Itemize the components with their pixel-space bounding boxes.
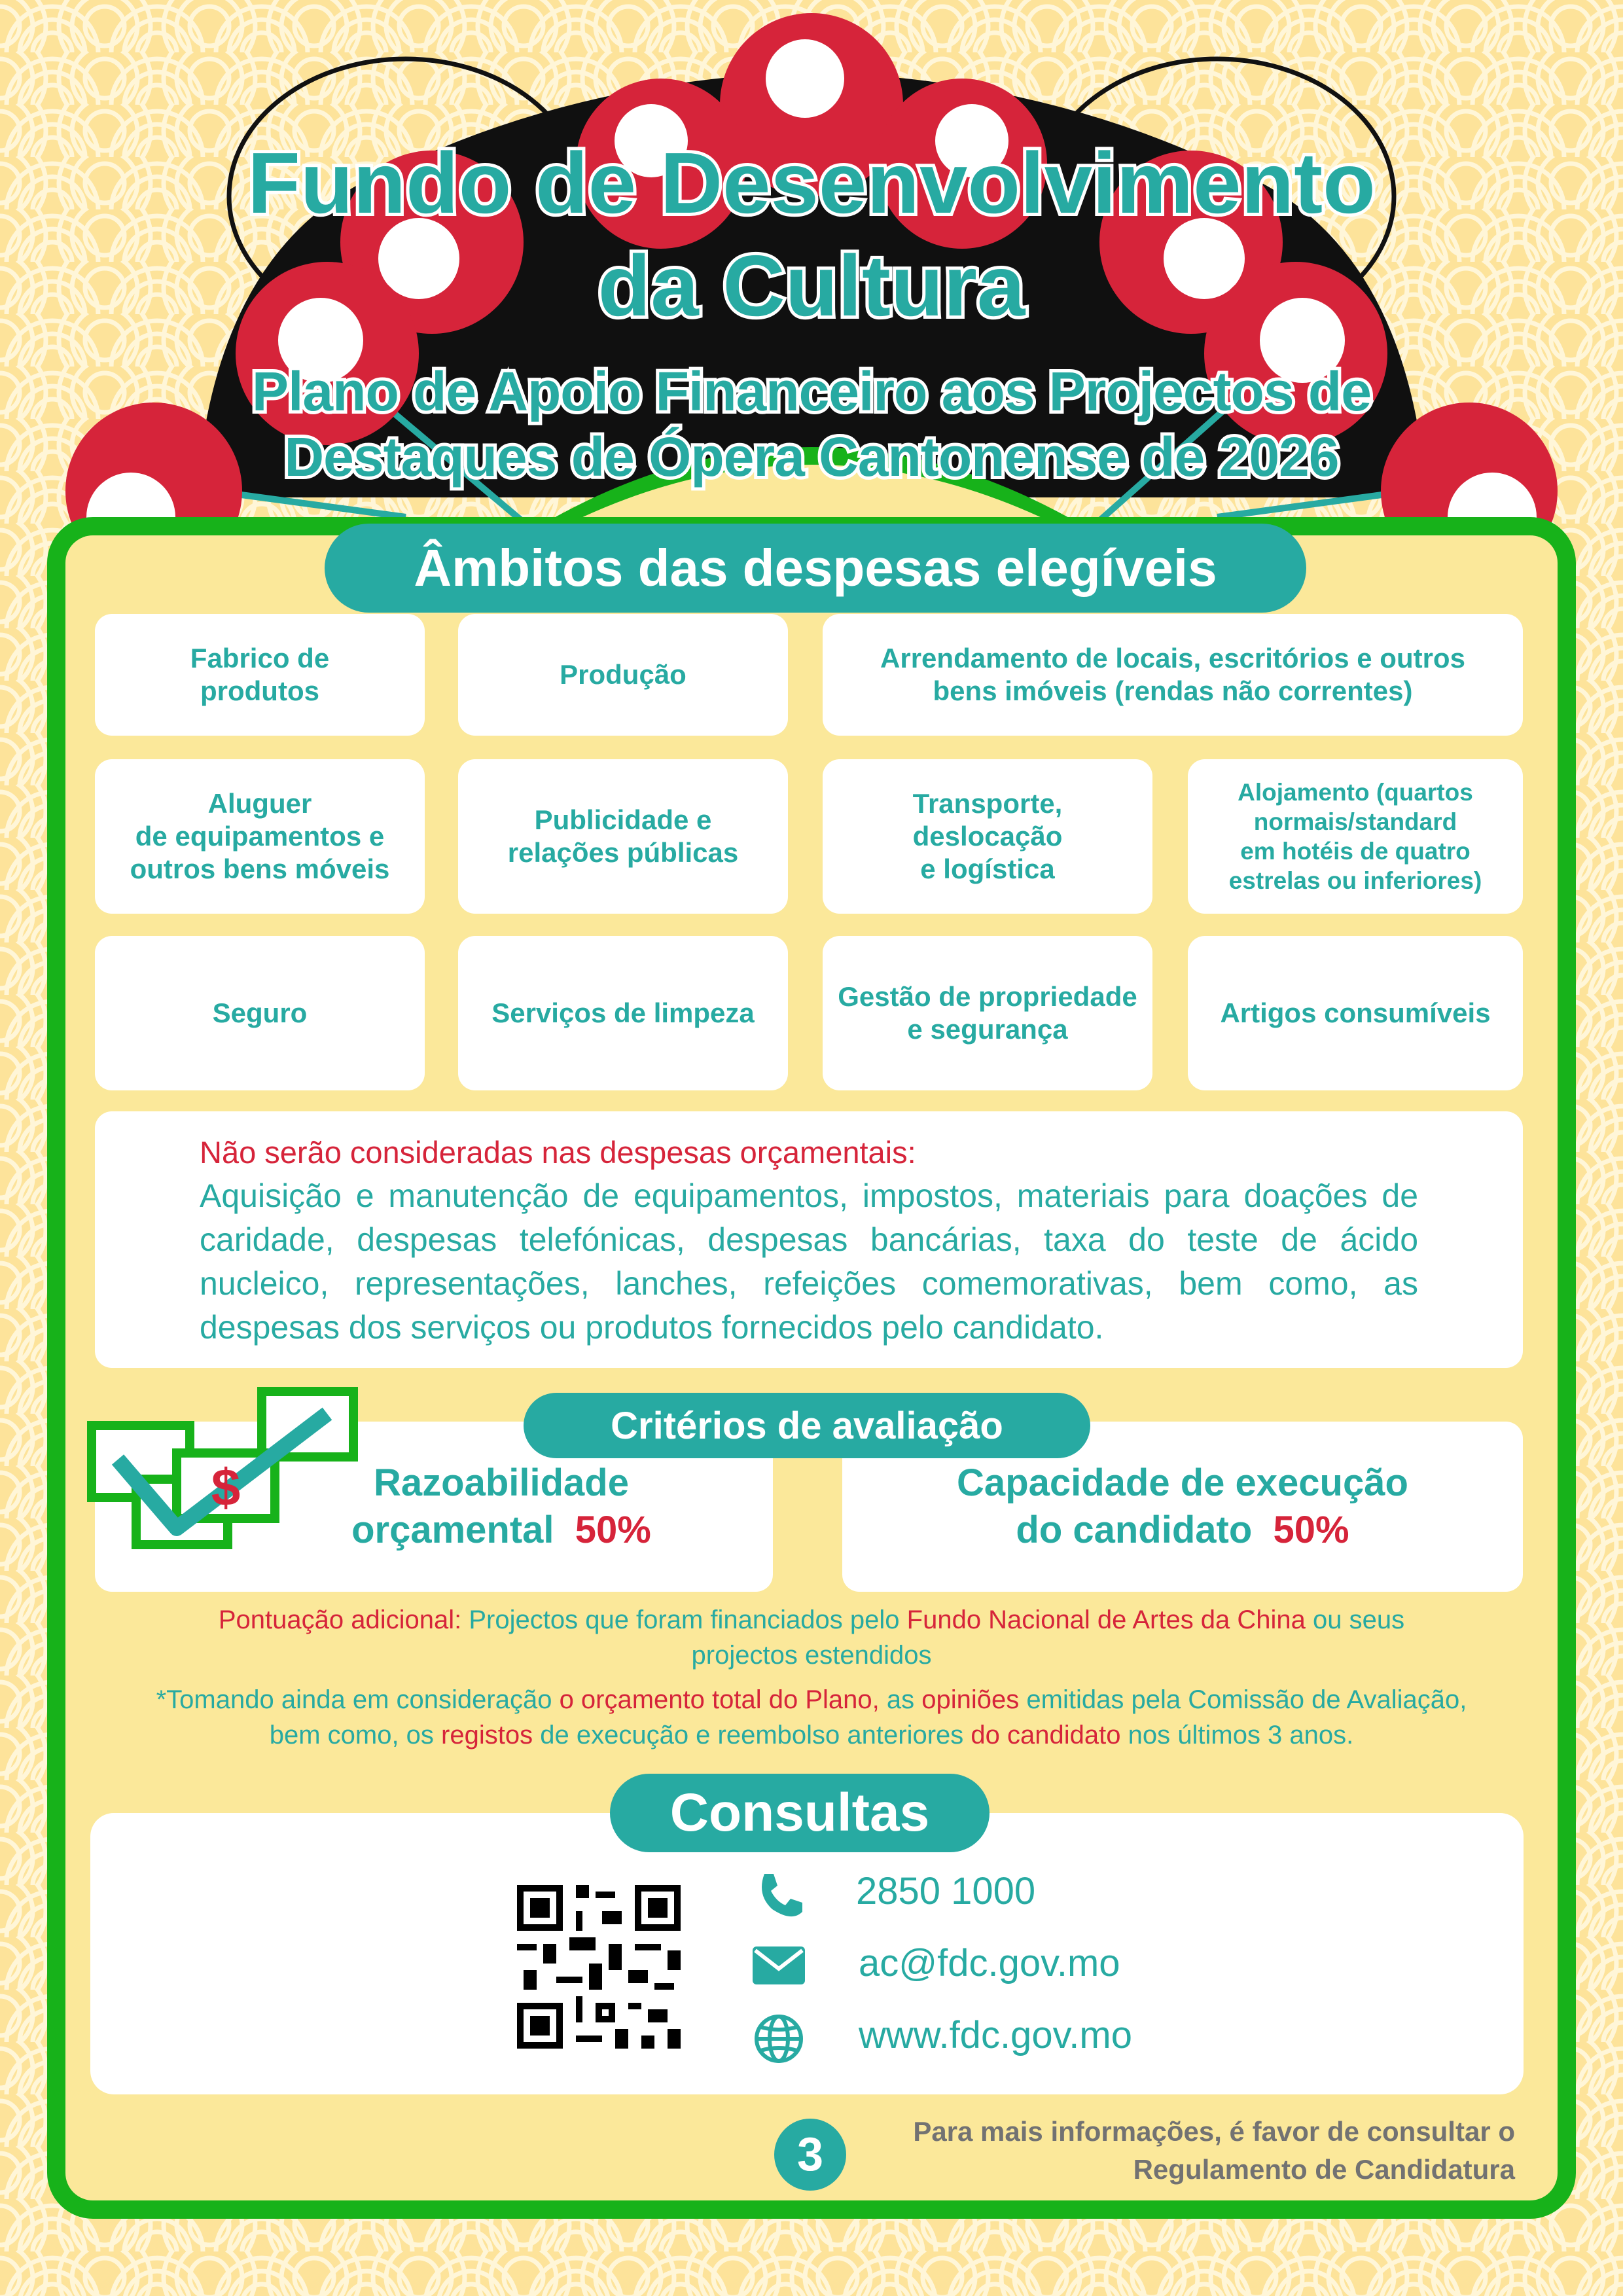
contact-box [90,1813,1524,2094]
footer-note [805,2113,1515,2189]
budget-check-icon [79,1381,366,1577]
eligible-item: Aluguer de equipamentos e outros bens móveis [95,759,425,914]
footnote-highlight: do candidato [971,1721,1121,1749]
eligible-item: Arrendamento de locais, escritórios e outros bens imóveis (rendas não correntes) [823,614,1523,736]
criterion-capacity-line2: do candidato [1016,1509,1253,1551]
email-link[interactable]: ac@fdc.gov.mo [859,1942,1120,1984]
qr-code[interactable] [517,1885,681,2049]
excluded-expenses-box [95,1111,1523,1368]
bonus-label: Pontuação adicional: [218,1605,462,1634]
excluded-body: Aquisição e manutenção de equipamentos, impostos, materiais para doações de caridade, despesas telefónicas, despesas bancárias, taxa do teste de ácido nucleico, representações, lanches, refeições comemorativas, bem como, as despesas dos serviços ou produtos fornecidos pelo candidato. [200,1177,1418,1346]
footnote-highlight: o orçamento total do Plano, [559,1685,880,1714]
page-subtitle-line2: Destaques de Ópera Cantonense de 2026 [284,426,1339,488]
eligible-item: Alojamento (quartos normais/standard em hotéis de quatro estrelas ou inferiores) [1188,759,1523,914]
phone-number[interactable]: 2850 1000 [856,1870,1036,1912]
phone-icon [753,1869,805,1921]
globe-icon [753,2013,805,2065]
contact-heading: Consultas [610,1774,990,1852]
bonus-highlight: Fundo Nacional de Artes da China [906,1605,1306,1634]
website-link[interactable]: www.fdc.gov.mo [859,2014,1132,2056]
page-subtitle: Plano de Apoio Financeiro aos Projectos de [252,361,1371,422]
eligible-item: Produção [458,614,788,736]
criterion-capacity-pct: 50% [1273,1509,1349,1551]
footnote-highlight: opiniões [921,1685,1020,1714]
footnote-text: *Tomando ainda em consideração [156,1685,552,1714]
footnote-text: emitidas pela Comissão de Avaliação, [1026,1685,1467,1714]
criteria-heading: Critérios de avaliação [524,1393,1090,1458]
footnote-text: bem como, os [269,1721,434,1749]
bonus-text: Projectos que foram financiados pelo [469,1605,900,1634]
criterion-budget-pct: 50% [575,1509,651,1551]
footer-line2: Regulamento de Candidatura [1133,2154,1515,2185]
eligible-item: Artigos consumíveis [1188,936,1523,1090]
eligible-item: Seguro [95,936,425,1090]
dollar-symbol: $ [211,1458,241,1516]
footnote-text: de execução e reembolso anteriores [540,1721,964,1749]
footnote-text: as [886,1685,915,1714]
page-number: 3 [774,2119,846,2191]
bonus-text-cont: ou seus [1313,1605,1405,1634]
criterion-budget-line1: Razoabilidade [374,1462,629,1504]
criterion-budget-line2: orçamental [351,1509,554,1551]
bonus-text-line2: projectos estendidos [691,1641,932,1670]
page-title: Fundo de Desenvolvimento [247,135,1376,231]
eligible-item: Transporte, deslocação e logística [823,759,1152,914]
footnote-text: nos últimos 3 anos. [1128,1721,1354,1749]
page-title-line2: da Cultura [597,238,1026,334]
bonus-score-note [92,1602,1531,1673]
eligible-item: Fabrico de produtos [95,614,425,736]
eligible-heading: Âmbitos das despesas elegíveis [325,524,1306,613]
footer-line1: Para mais informações, é favor de consultar o [913,2116,1515,2147]
evaluation-footnote [92,1682,1531,1753]
footnote-highlight: registos [441,1721,533,1749]
criterion-capacity-line1: Capacidade de execução [957,1462,1408,1504]
eligible-item: Publicidade e relações públicas [458,759,788,914]
excluded-heading: Não serão consideradas nas despesas orçamentais: [200,1135,916,1170]
eligible-item: Gestão de propriedade e segurança [823,936,1152,1090]
email-icon [751,1943,806,1988]
eligible-item: Serviços de limpeza [458,936,788,1090]
